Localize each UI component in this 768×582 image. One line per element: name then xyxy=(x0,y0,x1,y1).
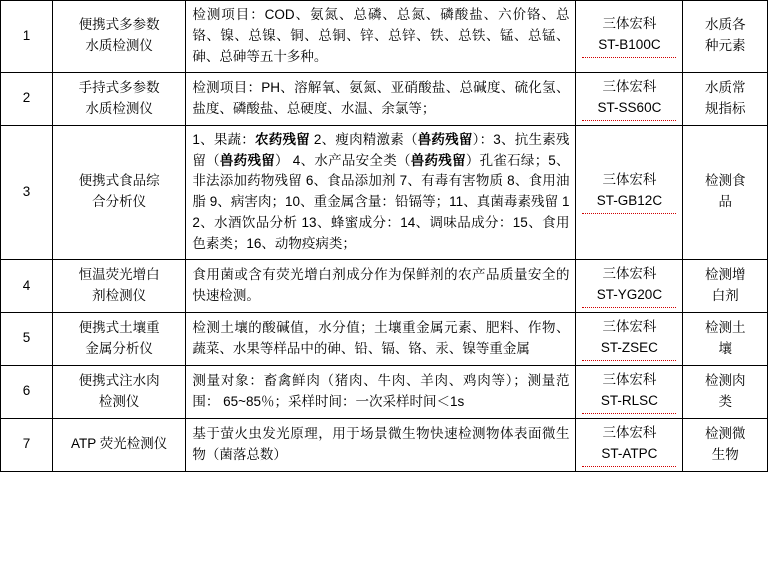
usage-line2: 品 xyxy=(718,194,732,210)
product-name xyxy=(52,72,185,125)
product-name-line2: 剂检测仪 xyxy=(92,288,147,304)
emphasized-text: 农药残留 xyxy=(255,131,310,147)
row-index: 6 xyxy=(1,365,53,418)
table-row xyxy=(1,312,768,365)
plain-text: 1、果蔬： xyxy=(192,131,255,147)
product-model xyxy=(576,418,683,471)
usage-line2: 白剂 xyxy=(711,288,739,304)
plain-text: ）：3、抗生素残留（ xyxy=(192,131,570,168)
emphasized-text: 兽药残留 xyxy=(219,152,275,168)
model-code: ST-B100C xyxy=(582,35,676,58)
product-usage xyxy=(683,1,768,73)
table-row xyxy=(1,418,768,471)
product-description: 食用菌或含有荧光增白剂成分作为保鲜剂的农产品质量安全的快速检测。 xyxy=(186,260,576,313)
product-name xyxy=(52,312,185,365)
table-row xyxy=(1,365,768,418)
product-usage xyxy=(683,312,768,365)
usage-line1: 检测增 xyxy=(704,267,746,283)
product-usage xyxy=(683,125,768,260)
model-code: ST-YG20C xyxy=(582,285,676,308)
model-code: ST-ZSEC xyxy=(582,338,676,361)
row-index: 2 xyxy=(1,72,53,125)
product-name xyxy=(52,260,185,313)
model-code: ST-GB12C xyxy=(582,191,676,214)
model-brand: 三体宏科 xyxy=(602,172,657,188)
usage-line1: 水质常 xyxy=(704,79,746,95)
table-row xyxy=(1,260,768,313)
row-index: 4 xyxy=(1,260,53,313)
product-model xyxy=(576,125,683,260)
product-name-line1: 手持式多参数 xyxy=(78,79,160,95)
plain-text: 2、瘦肉精激素（ xyxy=(309,131,418,147)
model-brand: 三体宏科 xyxy=(602,371,657,387)
usage-line1: 检测土 xyxy=(704,319,746,335)
row-index: 5 xyxy=(1,312,53,365)
table-row xyxy=(1,125,768,260)
product-usage xyxy=(683,260,768,313)
model-brand: 三体宏科 xyxy=(602,424,657,440)
product-name xyxy=(52,1,185,73)
usage-line1: 检测食 xyxy=(704,173,746,189)
product-name-line1: 便携式多参数 xyxy=(78,17,160,33)
row-index: 3 xyxy=(1,125,53,260)
product-model xyxy=(576,312,683,365)
plain-text: ）孔雀石绿；5、非法添加药物残留 6、食品添加剂 7、有毒有害物质 8、食用油脂 9、病害肉；10、重金属含量：铅镉等；11、真菌毒素残留 12、水酒饮品分析 13、蜂蜜成分：14、调味品成分：15、食用色素类；16、动物疫病类； xyxy=(192,152,570,252)
row-index: 1 xyxy=(1,1,53,73)
usage-line2: 生物 xyxy=(711,446,739,462)
table-body xyxy=(1,1,768,472)
product-description: 检测土壤的酸碱值，水分值；土壤重金属元素、肥料、作物、蔬菜、水果等样品中的砷、铅、镉、铬、汞、镍等重金属 xyxy=(186,312,576,365)
product-name xyxy=(52,125,185,260)
model-brand: 三体宏科 xyxy=(602,78,657,94)
usage-line2: 壤 xyxy=(718,340,732,356)
model-code: ST-SS60C xyxy=(582,98,676,121)
product-model xyxy=(576,260,683,313)
row-index: 7 xyxy=(1,418,53,471)
product-name xyxy=(52,365,185,418)
product-usage xyxy=(683,418,768,471)
usage-line2: 种元素 xyxy=(704,38,746,54)
product-name-line1: 便携式土壤重 xyxy=(78,319,160,335)
usage-line2: 类 xyxy=(718,393,732,409)
product-name-line1: 恒温荧光增白 xyxy=(78,267,160,283)
emphasized-text: 兽药残留 xyxy=(417,131,473,147)
table-row xyxy=(1,72,768,125)
usage-line2: 规指标 xyxy=(704,100,746,116)
product-description: 基于萤火虫发光原理，用于场景微生物快速检测物体表面微生物（菌落总数） xyxy=(186,418,576,471)
product-usage xyxy=(683,365,768,418)
product-description: 检测项目：PH、溶解氧、氨氮、亚硝酸盐、总碱度、硫化氢、盐度、磷酸盐、总硬度、水温、余氯等； xyxy=(186,72,576,125)
product-name-line2: 水质检测仪 xyxy=(85,100,153,116)
emphasized-text: 兽药残留 xyxy=(410,152,466,168)
product-usage xyxy=(683,72,768,125)
product-name-line2: 合分析仪 xyxy=(92,194,147,210)
usage-line1: 检测肉 xyxy=(704,372,746,388)
product-name-line2: 金属分析仪 xyxy=(85,340,153,356)
product-description: 测量对象：畜禽鲜肉（猪肉、牛肉、羊肉、鸡肉等）；测量范围： 65~85％；采样时间：一次采样时间＜1s xyxy=(186,365,576,418)
usage-line1: 水质各 xyxy=(704,17,746,33)
usage-line1: 检测微 xyxy=(704,425,746,441)
model-brand: 三体宏科 xyxy=(602,266,657,282)
product-name-line2: 检测仪 xyxy=(98,393,140,409)
product-model xyxy=(576,365,683,418)
product-model xyxy=(576,1,683,73)
model-code: ST-RLSC xyxy=(582,391,676,414)
product-description: 检测项目：COD、氨氮、总磷、总氮、磷酸盐、六价铬、总铬、镍、总镍、铜、总铜、锌、总锌、铁、总铁、锰、总锰、砷、总砷等五十多种。 xyxy=(186,1,576,73)
product-description xyxy=(186,125,576,260)
product-name-line1: ATP 荧光检测仪 xyxy=(71,436,168,452)
table-row xyxy=(1,1,768,73)
model-code: ST-ATPC xyxy=(582,444,676,467)
product-model xyxy=(576,72,683,125)
plain-text: ） 4、水产品安全类（ xyxy=(275,152,411,168)
model-brand: 三体宏科 xyxy=(602,16,657,32)
product-name xyxy=(52,418,185,471)
product-name-line1: 便携式注水肉 xyxy=(78,372,160,388)
product-name-line1: 便携式食品综 xyxy=(78,173,160,189)
model-brand: 三体宏科 xyxy=(602,318,657,334)
product-name-line2: 水质检测仪 xyxy=(85,38,153,54)
